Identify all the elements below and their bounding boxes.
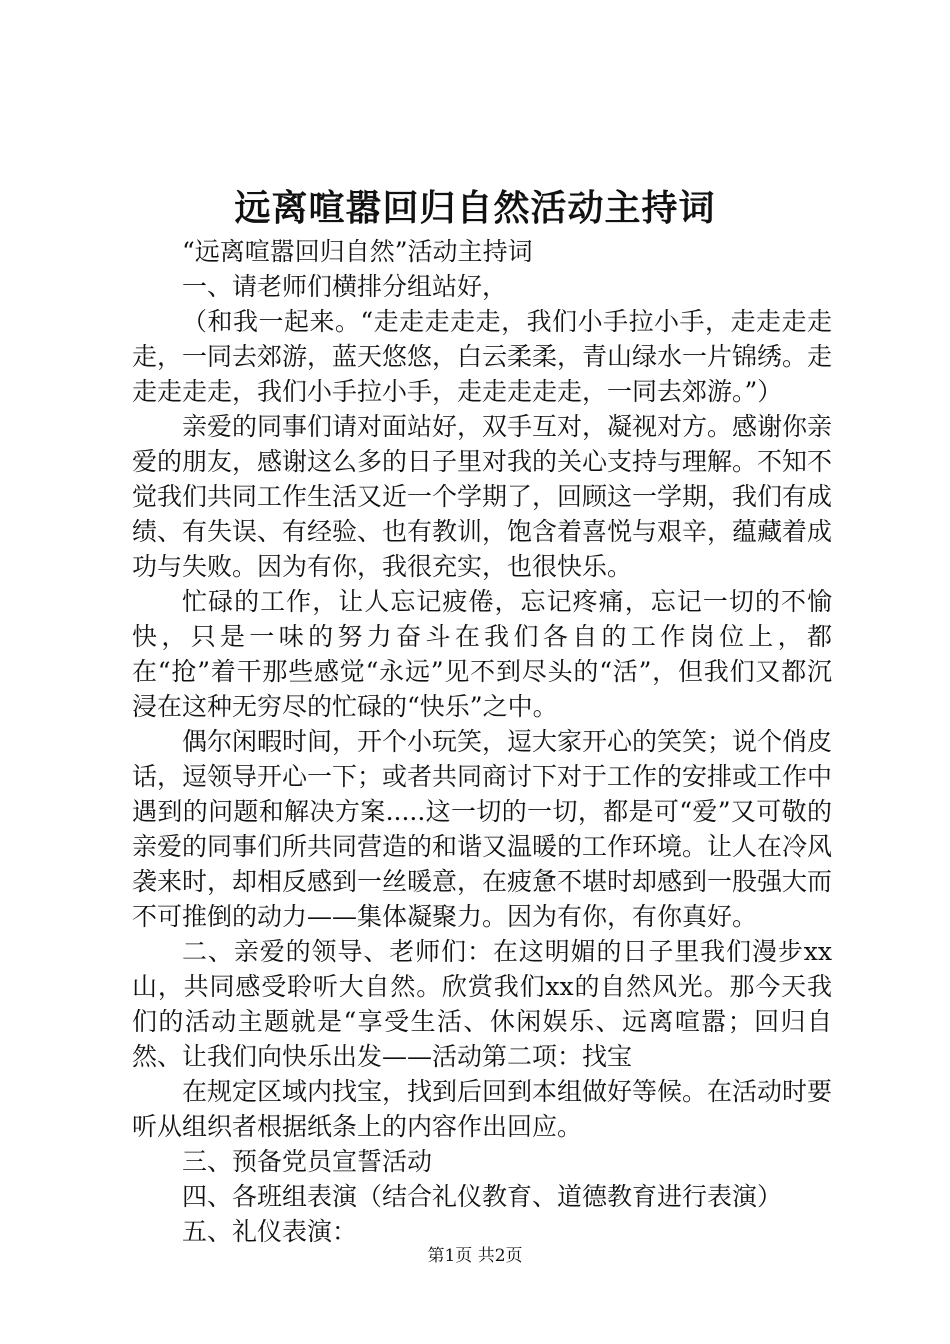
- paragraph-leisure: 偶尔闲暇时间，开个小玩笑，逗大家开心的笑笑；说个俏皮话，逗领导开心一下；或者共同商讨下对于工作的安排或工作中遇到的问题和解决方案.....这一切的一切，都是可“爱”又可敬的亲爱的同事们所共同营造的和谐又温暖的工作环境。让人在冷风袭来时，却相反感到一丝暖意，在疲惫不堪时却感到一股强大而不可推倒的动力——集体凝聚力。因为有你，有你真好。: [132, 727, 833, 931]
- paragraph-colleagues: 亲爱的同事们请对面站好，双手互对，凝视对方。感谢你亲爱的朋友，感谢这么多的日子里对我的关心支持与理解。不知不觉我们共同工作生活又近一个学期了，回顾这一学期，我们有成绩、有失误、有经验、也有教训，饱含着喜悦与艰辛，蕴藏着成功与失败。因为有你，我很充实，也很快乐。: [132, 412, 833, 581]
- paragraph-busy-work: 忙碌的工作，让人忘记疲倦，忘记疼痛，忘记一切的不愉快，只是一味的努力奋斗在我们各自的工作岗位上，都在“抢”着干那些感觉“永远”见不到尽头的“活”，但我们又都沉浸在这种无穷尽的忙碌的“快乐”之中。: [132, 587, 832, 721]
- paragraph-treasure-hunt: 在规定区域内找宝，找到后回到本组做好等候。在活动时要听从组织者根据纸条上的内容作出回应。: [132, 1077, 833, 1141]
- paragraph-song: （和我一起来。“走走走走走，我们小手拉小手，走走走走走，一同去郊游，蓝天悠悠，白云柔柔，青山绿水一片锦绣。走走走走走，我们小手拉小手，走走走走走，一同去郊游。”）: [132, 307, 833, 406]
- paragraph-section-three: 三、预备党员宣誓活动: [182, 1147, 433, 1176]
- page-number-footer: 第1页 共2页: [427, 1246, 523, 1266]
- document-title: 远离喧嚣回归自然活动主持词: [234, 187, 716, 229]
- paragraph-heading: “远离喧嚣回归自然”活动主持词: [182, 237, 533, 266]
- paragraph-section-one: 一、请老师们横排分组站好，: [182, 272, 508, 301]
- paragraph-section-four: 四、各班组表演（结合礼仪教育、道德教育进行表演）: [182, 1182, 783, 1211]
- document-body: [132, 234, 832, 1249]
- paragraph-section-five: 五、礼仪表演：: [182, 1217, 358, 1246]
- paragraph-section-two: 二、亲爱的领导、老师们：在这明媚的日子里我们漫步xx山，共同感受聆听大自然。欣赏我们xx的自然风光。那今天我们的活动主题就是“享受生活、休闲娱乐、远离喧嚣；回归自然、让我们向快乐出发——活动第二项：找宝: [132, 937, 832, 1071]
